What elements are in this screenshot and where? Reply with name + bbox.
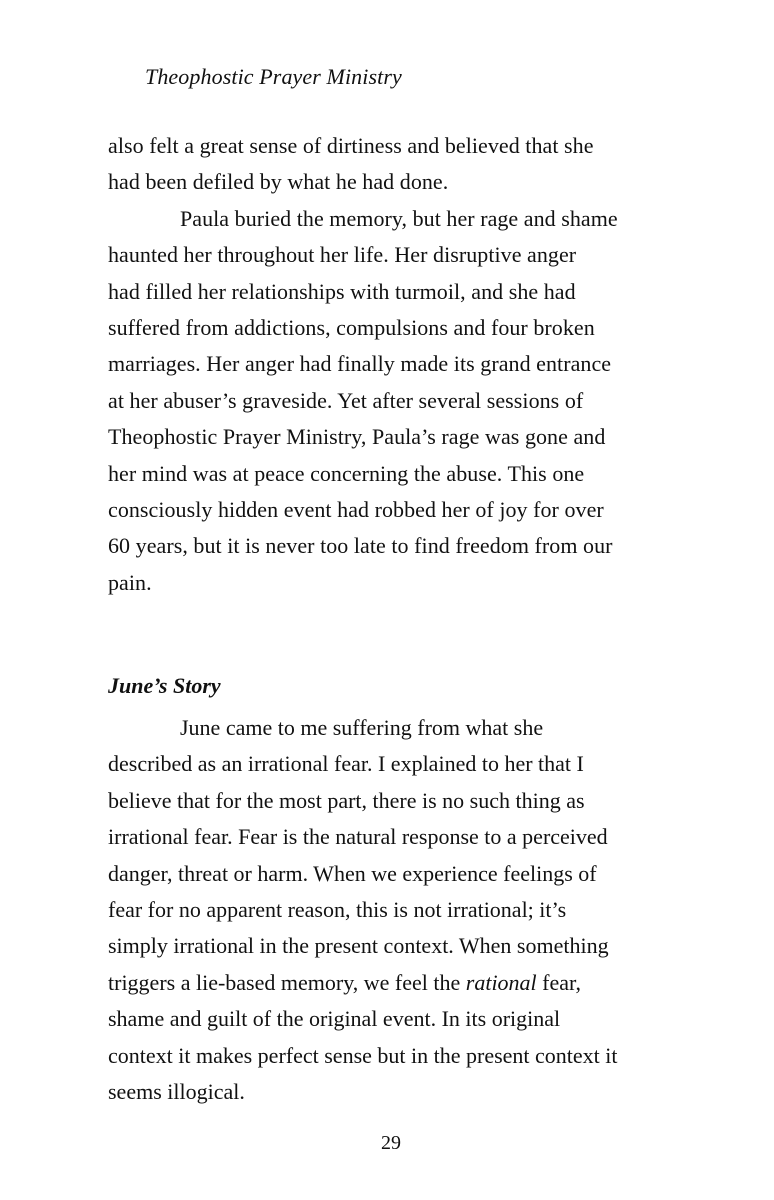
paragraph-1 — [108, 128, 688, 201]
text-line: had been defiled by what he had done. — [108, 169, 449, 195]
page-number: 29 — [381, 1132, 401, 1154]
text-line: pain. — [108, 569, 152, 595]
text-fragment: triggers a lie-based memory, we feel the — [108, 969, 466, 995]
section-body — [108, 710, 688, 1110]
text-line: haunted her throughout her life. Her disruptive anger — [108, 242, 577, 268]
text-line: Theophostic Prayer Ministry, Paula’s rage was gone and — [108, 424, 606, 450]
text-line: irrational fear. Fear is the natural response to a perceived — [108, 824, 608, 850]
text-line: fear for no apparent reason, this is not irrational; it’s — [108, 897, 567, 923]
text-line: her mind was at peace concerning the abuse. This one — [108, 460, 585, 486]
section-heading: June’s Story — [108, 673, 221, 698]
text-line-with-emphasis — [108, 965, 688, 1001]
text-line: marriages. Her anger had finally made its grand entrance — [108, 351, 612, 377]
text-line: simply irrational in the present context. When something — [108, 933, 609, 959]
text-line: June came to me suffering from what she — [180, 715, 544, 740]
text-line: danger, threat or harm. When we experience feelings of — [108, 860, 597, 886]
running-header: Theophostic Prayer Ministry — [145, 64, 402, 89]
paragraph-2 — [108, 201, 688, 601]
text-line: seems illogical. — [108, 1079, 245, 1105]
text-line: described as an irrational fear. I explained to her that I — [108, 751, 584, 777]
text-line: suffered from addictions, compulsions and four broken — [108, 315, 595, 341]
text-line: consciously hidden event had robbed her of joy for over — [108, 497, 604, 523]
text-line: Paula buried the memory, but her rage and shame — [180, 205, 618, 231]
emphasized-word: rational — [465, 969, 537, 995]
paragraph-continued — [108, 128, 688, 601]
text-line: 60 years, but it is never too late to find freedom from our — [108, 533, 613, 559]
text-fragment: fear, — [536, 969, 581, 995]
text-line: believe that for the most part, there is no such thing as — [108, 787, 585, 813]
text-line: shame and guilt of the original event. In its original — [108, 1006, 561, 1032]
text-line: also felt a great sense of dirtiness and believed that she — [108, 133, 594, 158]
text-line: at her abuser’s graveside. Yet after several sessions of — [108, 387, 584, 413]
paragraph-3 — [108, 710, 688, 1110]
text-line: had filled her relationships with turmoil, and she had — [108, 278, 576, 304]
text-line: context it makes perfect sense but in the present context it — [108, 1042, 618, 1068]
